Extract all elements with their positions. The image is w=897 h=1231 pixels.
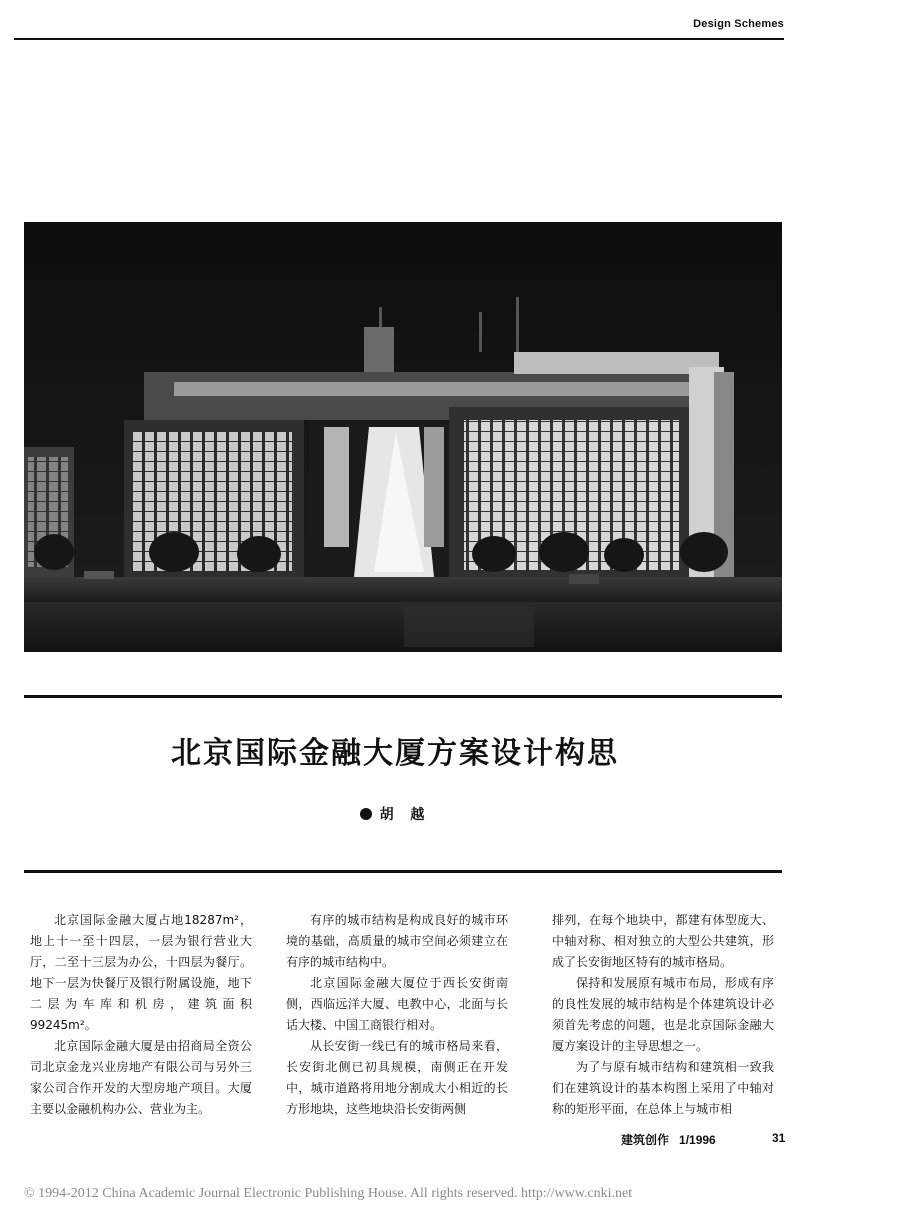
journal-footer <box>621 1131 716 1148</box>
journal-name: 建筑创作 <box>621 1133 670 1147</box>
article-title: 北京国际金融大厦方案设计构思 <box>171 736 619 771</box>
journal-issue: 1/1996 <box>679 1133 716 1147</box>
paragraph: 北京国际金融大厦占地18287m²，地上十一至十四层，一层为银行营业大厅，二至十三层为办公，十四层为餐厅。地下一层为快餐厅及银行附属设施，地下二层为车库和机房，建筑面积99245m²。 <box>30 913 252 1032</box>
article-author <box>0 804 790 824</box>
paragraph: 北京国际金融大厦位于西长安街南侧，西临远洋大厦、电教中心，北面与长话大楼、中国工商银行相对。 <box>286 976 508 1032</box>
title-bottom-rule <box>24 870 782 873</box>
header-rule <box>14 38 784 40</box>
page-number: 31 <box>772 1131 786 1145</box>
paragraph: 排列，在每个地块中，都建有体型庞大、中轴对称、相对独立的大型公共建筑，形成了长安街地区特有的城市格局。 <box>552 913 774 969</box>
paragraph: 保持和发展原有城市布局，形成有序的良性发展的城市结构是个体建筑设计必须首先考虑的问题，也是北京国际金融大厦方案设计的主导思想之一。 <box>552 976 774 1053</box>
building-night-photo <box>24 222 782 652</box>
bullet-icon <box>360 808 372 820</box>
section-label: Design Schemes <box>693 18 784 30</box>
building-night-photo-icon <box>24 222 782 652</box>
copyright-notice: © 1994-2012 China Academic Journal Electronic Publishing House. All rights reserved. http://www.cnki.net <box>24 1186 633 1201</box>
paragraph: 有序的城市结构是构成良好的城市环境的基础，高质量的城市空间必须建立在有序的城市结构中。 <box>286 913 508 969</box>
paragraph: 为了与原有城市结构和建筑相一致我们在建筑设计的基本构图上采用了中轴对称的矩形平面，在总体上与城市相 <box>552 1060 774 1116</box>
author-name: 胡 越 <box>379 807 431 823</box>
text-column-3 <box>552 910 774 1120</box>
title-top-rule <box>24 695 782 698</box>
text-column-2 <box>286 910 508 1120</box>
paragraph: 从长安街一线已有的城市格局来看，长安街北侧已初具规模，南侧正在开发中，城市道路将用地分割成大小相近的长方形地块，这些地块沿长安街两侧 <box>286 1039 508 1116</box>
paragraph: 北京国际金融大厦是由招商局全资公司北京金龙兴业房地产有限公司与另外三家公司合作开发的大型房地产项目。大厦主要以金融机构办公、营业为主。 <box>30 1039 252 1116</box>
text-column-1 <box>30 910 252 1120</box>
